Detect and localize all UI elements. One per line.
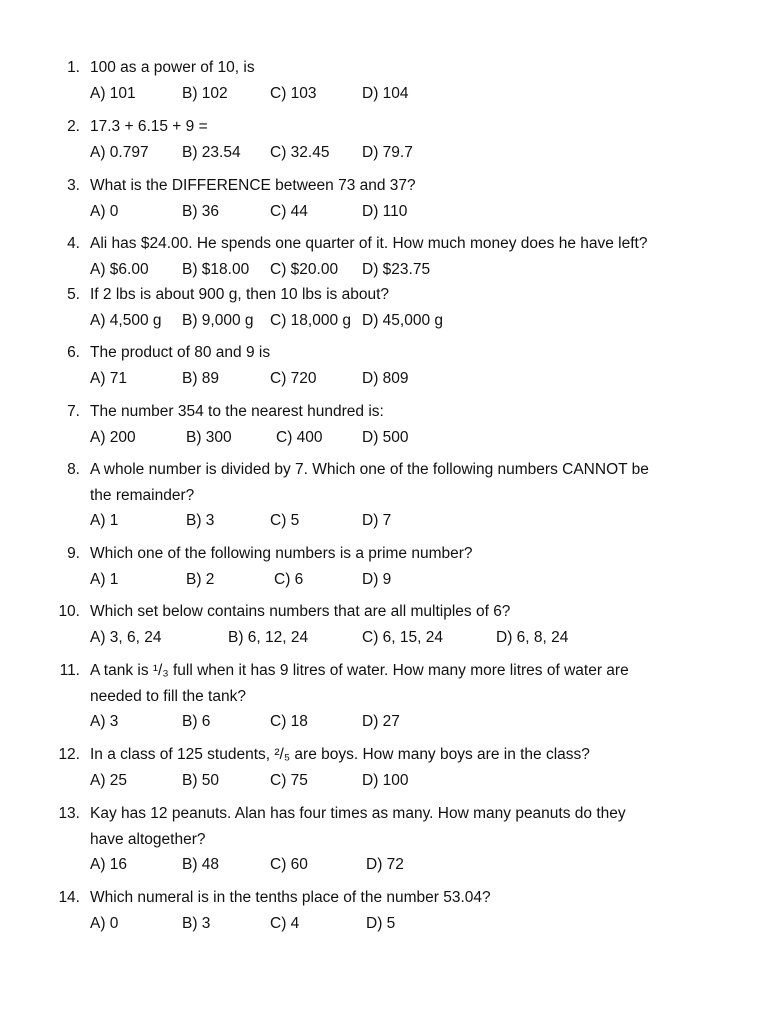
option-c: C) 6 — [274, 570, 304, 588]
question-text: In a class of 125 students, ²/₅ are boys. How many boys are in the class? — [90, 746, 590, 763]
option-a: A) 71 — [90, 369, 128, 387]
option-d: D) 110 — [362, 202, 408, 220]
option-c: C) 60 — [270, 856, 308, 873]
question-number: 14. — [58, 889, 80, 906]
option-a: A) 3 — [90, 713, 119, 730]
question-number: 12. — [58, 746, 80, 763]
option-c: C) $20.00 — [270, 260, 339, 278]
option-a: A) 4,500 g — [90, 311, 162, 329]
option-d: D) 809 — [362, 369, 409, 387]
option-c: C) 4 — [270, 914, 300, 932]
question-number: 10. — [58, 603, 80, 620]
option-a: A) 200 — [90, 428, 136, 446]
question-text: The number 354 to the nearest hundred is: — [90, 403, 384, 420]
option-d: D) 79.7 — [362, 143, 413, 161]
option-b: B) 50 — [182, 771, 220, 789]
option-d: D) 27 — [362, 713, 400, 730]
option-b: B) 9,000 g — [182, 311, 254, 329]
question-text: What is the DIFFERENCE between 73 and 37? — [90, 177, 416, 194]
question-number: 8. — [67, 461, 80, 478]
question-number: 7. — [67, 403, 80, 420]
option-b: B) 102 — [182, 84, 228, 102]
option-a: A) 0.797 — [90, 143, 149, 161]
option-c: C) 400 — [276, 428, 323, 446]
option-c: C) 75 — [270, 771, 308, 789]
option-c: C) 103 — [270, 84, 317, 102]
question-text: Which one of the following numbers is a prime number? — [90, 545, 473, 562]
option-b: B) 23.54 — [182, 143, 241, 161]
option-d: D) 500 — [362, 428, 409, 446]
option-b: B) $18.00 — [182, 260, 250, 278]
question-number: 11. — [59, 662, 80, 679]
option-b: B) 6, 12, 24 — [228, 628, 309, 646]
option-a: A) 1 — [90, 512, 119, 529]
question-number: 5. — [67, 286, 80, 303]
question-text: A whole number is divided by 7. Which one of the following numbers CANNOT be — [90, 461, 649, 478]
question-number: 3. — [67, 177, 80, 194]
question-number: 9. — [67, 545, 80, 562]
question-number: 4. — [67, 235, 80, 252]
option-c: C) 32.45 — [270, 143, 330, 161]
option-a: A) 1 — [90, 570, 119, 588]
question-number: 13. — [58, 805, 80, 822]
option-d: D) 72 — [366, 856, 404, 873]
option-b: B) 89 — [182, 369, 220, 387]
option-c: C) 6, 15, 24 — [362, 628, 443, 646]
option-c: C) 5 — [270, 512, 300, 529]
option-d: D) 5 — [366, 914, 396, 932]
question-number: 6. — [67, 344, 80, 361]
option-a: A) 0 — [90, 914, 119, 932]
option-a: A) 16 — [90, 856, 128, 873]
option-d: D) 45,000 g — [362, 311, 443, 329]
option-a: A) 3, 6, 24 — [90, 628, 162, 646]
question-text: Kay has 12 peanuts. Alan has four times as many. How many peanuts do they — [90, 805, 626, 822]
question-text: the remainder? — [90, 486, 195, 504]
option-d: D) 6, 8, 24 — [496, 628, 569, 646]
option-c: C) 18 — [270, 713, 308, 730]
question-text: Which numeral is in the tenths place of the number 53.04? — [90, 889, 491, 906]
option-a: A) 101 — [90, 84, 136, 102]
option-b: B) 3 — [182, 914, 211, 932]
option-b: B) 2 — [186, 570, 215, 588]
option-a: A) 25 — [90, 771, 128, 789]
question-text: A tank is ¹/₃ full when it has 9 litres of water. How many more litres of water are — [90, 662, 629, 679]
option-a: A) $6.00 — [90, 260, 149, 278]
question-text: If 2 lbs is about 900 g, then 10 lbs is about? — [90, 286, 390, 303]
option-d: D) 100 — [362, 771, 409, 789]
option-c: C) 44 — [270, 202, 308, 220]
option-b: B) 6 — [182, 713, 211, 730]
option-d: D) $23.75 — [362, 260, 431, 278]
option-d: D) 104 — [362, 84, 409, 102]
question-text: Which set below contains numbers that are all multiples of 6? — [90, 603, 511, 620]
question-text: 100 as a power of 10, is — [90, 59, 255, 76]
option-b: B) 48 — [182, 856, 220, 873]
option-c: C) 720 — [270, 369, 317, 387]
option-b: B) 36 — [182, 202, 220, 220]
question-text: have altogether? — [90, 830, 206, 848]
question-text: needed to fill the tank? — [90, 687, 246, 705]
option-c: C) 18,000 g — [270, 311, 351, 329]
question-text: 17.3 + 6.15 + 9 = — [90, 118, 208, 135]
option-d: D) 9 — [362, 570, 392, 588]
option-b: B) 3 — [186, 512, 215, 529]
question-number: 1. — [67, 59, 80, 76]
question-text: Ali has $24.00. He spends one quarter of it. How much money does he have left? — [90, 235, 648, 252]
question-number: 2. — [67, 118, 80, 135]
question-text: The product of 80 and 9 is — [90, 344, 271, 361]
option-b: B) 300 — [186, 428, 232, 446]
option-a: A) 0 — [90, 202, 119, 220]
option-d: D) 7 — [362, 512, 392, 529]
